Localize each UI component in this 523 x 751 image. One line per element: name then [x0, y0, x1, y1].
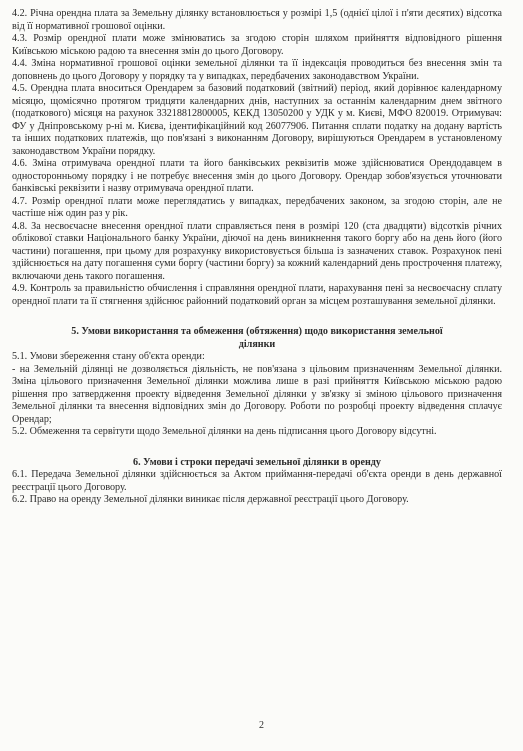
clause-5-1-condition: - на Земельній ділянці не дозволяється діяльність, не пов'язана з цільовим призначенням Земельної ділянки. Зміна цільового призначення Земельної ділянки можлива лише в разі прийняття Київською міською радою рішення про затвердження проекту відведення Земельної ділянки у зв'язку зі зміною цільового призначення Земельної ділянки та внесення відповідних змін до Договору. Роботи по розробці проекту відведення сплачує Орендар; [12, 363, 502, 425]
clause-4-4: 4.4. Зміна нормативної грошової оцінки земельної ділянки та її індексація проводиться без внесення змін та доповнень до цього Договору у порядку та у випадках, передбачених законодавством України. [12, 58, 502, 82]
clause-4-6: 4.6. Зміна отримувача орендної плати та його банківських реквізитів може здійснюватися Орендодавцем в односторонньому порядку і не потребує внесення змін до цього Договору. Орендар зобов'язується уточнювати банківські реквізити і назву отримувача орендної плати. [12, 158, 502, 194]
clause-5-2: 5.2. Обмеження та сервітути щодо Земельної ділянки на день підписання цього Договору відсутні. [12, 426, 437, 437]
clause-4-3: 4.3. Розмір орендної плати може змінюватись за згодою сторін шляхом прийняття відповідного рішення Київською міською радою та внесення змін до цього Договору. [12, 33, 502, 57]
clause-4-5: 4.5. Орендна плата вноситься Орендарем за базовий податковий (звітний) період, який дорівнює календарному місяцю, щомісячно протягом тридцяти календарних днів, наступних за останнім календарним днем звітного (податкового) місяця на рахунок 33218812800005, КЕКД 13050200 у УДК у м. Києві, МФО 820019. Отримувач: ФУ у Дніпровському р-ні м. Києва, ідентифікаційний код 26077906. Питання сплати податку на додану вартість та інших податкових платежів, що пов'язані з виконанням Договору, вирішуються Орендарем в установленому законодавством України порядку. [12, 83, 502, 157]
clause-4-8: 4.8. За несвоєчасне внесення орендної плати справляється пеня в розмірі 120 (ста двадцяти) відсотків річних облікової ставки Національного банку України, діючої на день виникнення такого боргу або на день його (його частини) погашення, при цьому для розрахунку використовується більша із зазначених ставок. Розрахунок пені здійснюється на дату погашення суми боргу (частини боргу) за кожний календарний день прострочення платежу, включаючи день такого погашення. [12, 220, 502, 282]
section-5-heading: 5. Умови використання та обмеження (обтяження) щодо використання земельної ділянки [71, 326, 443, 350]
clause-4-9: 4.9. Контроль за правильністю обчислення і справляння орендної плати, нарахування пені за несвоєчасну сплату орендної плати та її стягнення здійснює районний податковий орган за місцем розташування земельної ділянки. [12, 283, 502, 307]
section-6-heading: 6. Умови і строки передачі земельної ділянки в оренду [133, 456, 381, 468]
clause-6-1: 6.1. Передача Земельної ділянки здійснюється за Актом приймання-передачі об'єкта оренди в день державної реєстрації цього Договору. [12, 469, 502, 493]
clause-4-7: 4.7. Розмір орендної плати може переглядатись у випадках, передбачених законом, за згодою сторін, але не частіше ніж один раз у рік. [12, 195, 502, 219]
clause-5-1: 5.1. Умови збереження стану об'єкта оренди: [12, 351, 205, 362]
page-number: 2 [259, 720, 264, 731]
document-body [12, 8, 502, 507]
clause-6-2: 6.2. Право на оренду Земельної ділянки виникає після державної реєстрації цього Договору. [12, 494, 409, 505]
clause-4-2: 4.2. Річна орендна плата за Земельну ділянку встановлюється у розмірі 1,5 (однієї цілої і п'яти десятих) відсотка від її нормативної грошової оцінки. [12, 8, 502, 32]
